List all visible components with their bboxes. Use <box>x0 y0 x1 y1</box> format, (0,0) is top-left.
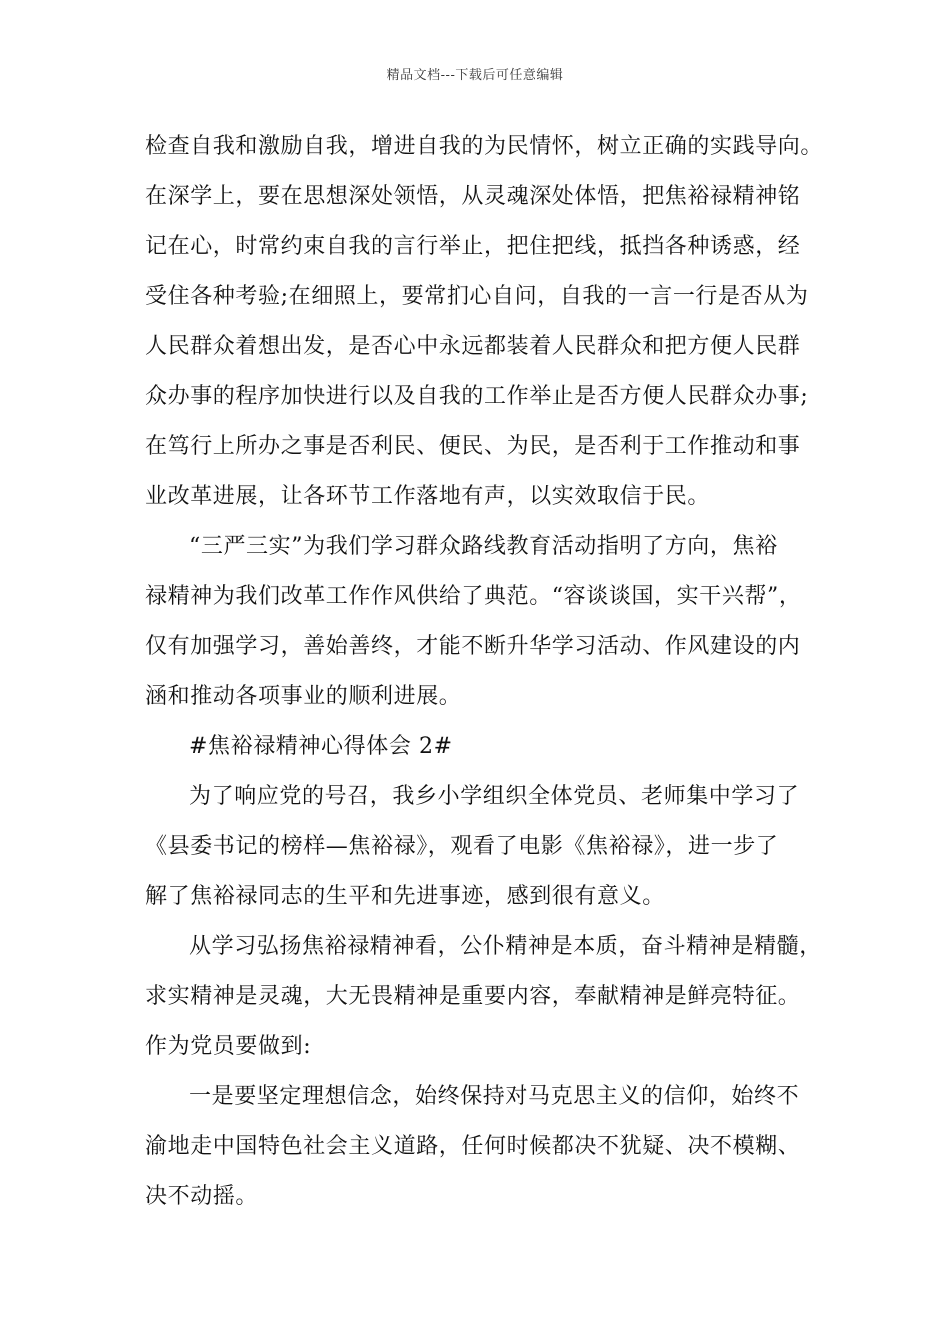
text-line: 在深学上，要在思想深处领悟，从灵魂深处体悟，把焦裕禄精神铭 <box>145 184 801 209</box>
text-line: 人民群众着想出发，是否心中永远都装着人民群众和把方便人民群 <box>145 334 801 359</box>
paragraph-first-line: 从学习弘扬焦裕禄精神看，公仆精神是本质，奋斗精神是精髓， <box>189 934 822 959</box>
paragraph-first-line: 为了响应党的号召，我乡小学组织全体党员、老师集中学习了 <box>189 784 800 809</box>
text-line: 受住各种考验;在细照上，要常扪心自问，自我的一言一行是否从为 <box>145 284 809 309</box>
text-line: 涵和推动各项事业的顺利进展。 <box>145 684 462 709</box>
text-line: 众办事的程序加快进行以及自我的工作举止是否方便人民群众办事; <box>145 384 809 409</box>
document-body <box>145 128 830 1228</box>
text-line: 《县委书记的榜样—焦裕禄》，观看了电影《焦裕禄》，进一步了 <box>145 834 779 859</box>
paragraph-first-line: “三严三实”为我们学习群众路线教育活动指明了方向，焦裕 <box>189 534 778 559</box>
text-line: 渝地走中国特色社会主义道路，任何时候都决不犹疑、决不模糊、 <box>145 1134 801 1159</box>
text-line: 仅有加强学习，善始善终，才能不断升华学习活动、作风建设的内 <box>145 634 801 659</box>
text-line: 作为党员要做到: <box>145 1034 312 1059</box>
text-line: 业改革进展，让各环节工作落地有声，以实效取信于民。 <box>145 484 711 509</box>
header-note: 精品文档---下载后可任意编辑 <box>386 68 564 83</box>
text-line: 禄精神为我们改革工作作风供给了典范。“容谈谈国，实干兴帮”， <box>145 584 802 609</box>
text-line: 决不动摇。 <box>145 1184 259 1209</box>
paragraph-first-line: 一是要坚定理想信念，始终保持对马克思主义的信仰，始终不 <box>189 1084 800 1109</box>
text-line: 在笃行上所办之事是否利民、便民、为民，是否利于工作推动和事 <box>145 434 801 459</box>
section-heading: #焦裕禄精神心得体会 2# <box>189 734 453 759</box>
text-line: 检查自我和激励自我，增进自我的为民情怀，树立正确的实践导向。 <box>145 134 824 159</box>
text-line: 解了焦裕禄同志的生平和先进事迹，感到很有意义。 <box>145 884 665 909</box>
text-line: 求实精神是灵魂，大无畏精神是重要内容，奉献精神是鲜亮特征。 <box>145 984 801 1009</box>
text-line: 记在心，时常约束自我的言行举止，把住把线，抵挡各种诱惑，经 <box>145 234 801 259</box>
